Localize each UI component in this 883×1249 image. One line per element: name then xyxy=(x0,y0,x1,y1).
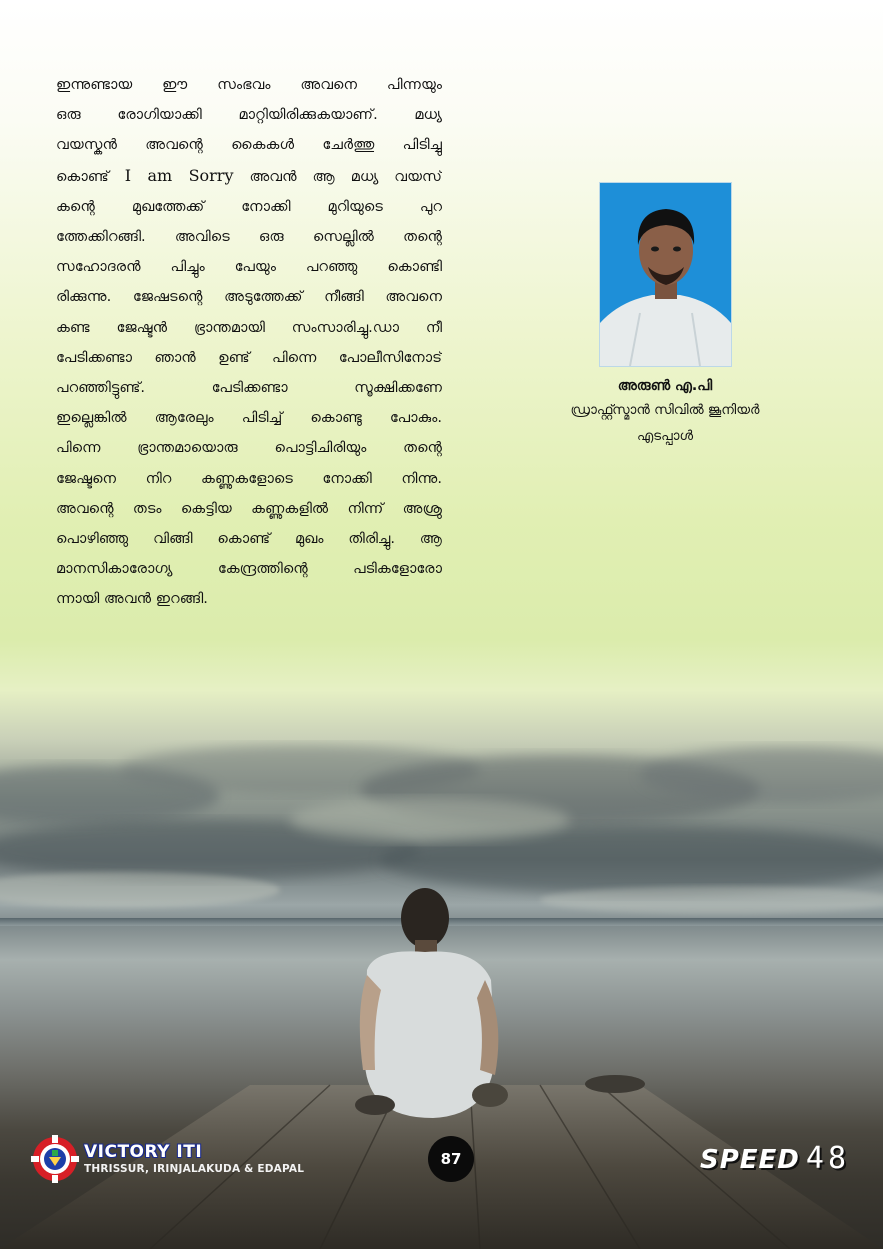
story-line-mixed xyxy=(56,161,442,192)
story-line: ഒരു രോഗിയാക്കി മാറ്റിയിരിക്കുകയാണ്. മധ്യ xyxy=(56,106,442,124)
story-line: ഇല്ലെങ്കിൽ ആരേലും പിടിച്ച് കൊണ്ടു പോകും. xyxy=(56,409,442,427)
story-line: സഹോദരൻ പിച്ചും പേയും പറഞ്ഞു കൊണ്ടി xyxy=(56,258,442,276)
story-text xyxy=(56,70,442,615)
story-line: പേടിക്കണ്ടാ ഞാൻ ഉണ്ട് പിന്നെ പോലീസിനോട് xyxy=(56,348,442,366)
story-line: കന്റെ മുഖത്തേക്ക് നോക്കി മുറിയുടെ പുറ xyxy=(56,197,442,215)
story-line: പറഞ്ഞിട്ടുണ്ട്. പേടിക്കണ്ടാ സൂക്ഷിക്കണേ xyxy=(56,379,442,397)
magazine-issue-number: 48 xyxy=(805,1141,851,1176)
story-line-part: കൊണ്ട് xyxy=(56,167,109,185)
magazine-title xyxy=(700,1141,850,1176)
author-location: എടപ്പാൾ xyxy=(636,428,694,444)
bag-on-dock xyxy=(580,1068,650,1096)
story-line: ജേഷ്ടനെ നിറ കണ്ണുകളോടെ നോക്കി നിന്നു. xyxy=(56,469,442,487)
author-role: ഡ്രാഫ്റ്റ്സ്മാൻ സിവിൽ ജൂനിയർ xyxy=(570,402,760,418)
author-name: അരുൺ എ.പി xyxy=(617,378,713,394)
story-line: ന്നായി അവൻ ഇറങ്ങി. xyxy=(56,590,208,608)
story-line: കണ്ട ജേഷ്ടൻ ഭ്രാന്തമായി സംസാരിച്ചു.ഡാ നീ xyxy=(56,318,442,336)
story-line: ഇന്നുണ്ടായ ഈ സംഭവം അവനെ പിന്നയും xyxy=(56,76,442,93)
story-line: രിക്കുന്നു. ജേഷടന്റെ അടുത്തേക്ക് നീങ്ങി അവനെ xyxy=(56,288,442,306)
story-line: മാനസികാരോഗ്യ കേന്ദ്രത്തിന്റെ പടികളോരോ xyxy=(56,560,442,578)
story-line: അവന്റെ തടം കെട്ടിയ കണ്ണുകളിൽ നിന്ന് അശ്രു xyxy=(56,499,442,517)
story-line: പൊഴിഞ്ഞു വിങ്ങി കൊണ്ട് മുഖം തിരിച്ചു. ആ xyxy=(56,530,442,548)
page-number: 87 xyxy=(428,1136,474,1182)
victory-iti-logo-icon xyxy=(31,1135,79,1183)
brand-name: VICTORY ITI xyxy=(84,1142,203,1162)
author-portrait-icon xyxy=(600,183,731,366)
story-english-phrase: I am Sorry xyxy=(124,165,234,185)
seated-man-figure xyxy=(345,880,515,1130)
story-line: വയസ്കൻ അവന്റെ കൈകൾ ചേർത്തു പിടിച്ചു xyxy=(56,136,442,154)
magazine-title-word: SPEED xyxy=(700,1145,800,1175)
brand-locations: THRISSUR, IRINJALAKUDA & EDAPAL xyxy=(84,1163,305,1175)
story-line: പിന്നെ ഭ്രാന്തമായൊരു പൊട്ടിചിരിയും തന്റെ xyxy=(56,439,442,457)
author-photo xyxy=(600,183,731,366)
story-line: ത്തേക്കിറങ്ങി. അവിടെ ഒരു സെല്ലിൽ തന്റെ xyxy=(56,228,442,246)
story-line-part: അവൻ ആ മധ്യ വയസ് xyxy=(249,167,442,185)
